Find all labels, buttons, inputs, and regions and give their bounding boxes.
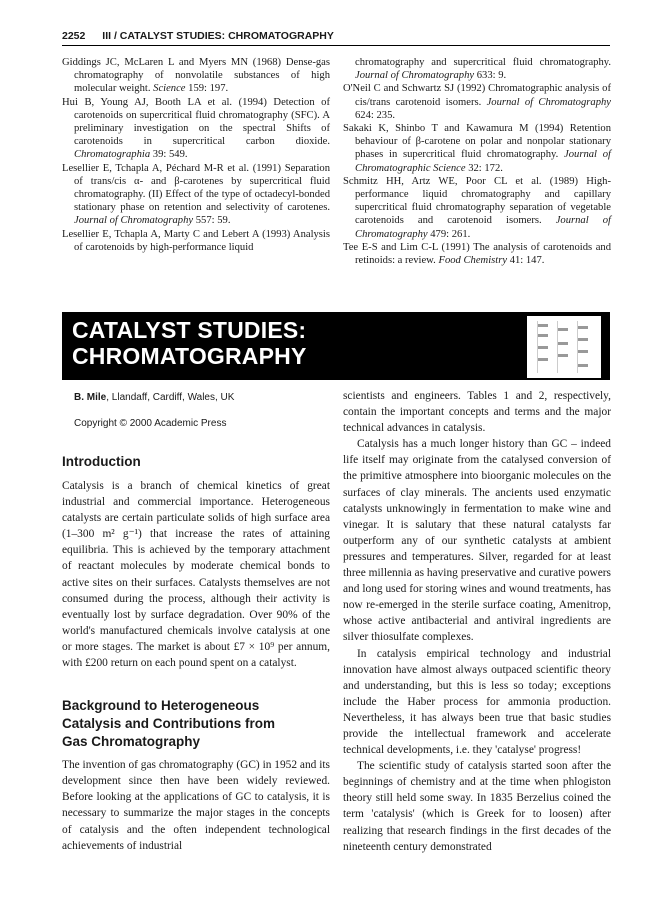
reference-item: chromatography and supercritical fluid chromatography. Journal of Chromatography 633: 9. xyxy=(355,57,611,82)
reference-item: Lesellier E, Tchapla A, Marty C and Lebert A (1993) Analysis of carotenoids by high-performance liquid xyxy=(62,228,330,253)
reference-item: Hui B, Young AJ, Booth LA et al. (1994) Detection of carotenoids on supercritical fluid chromatography (SFC). A preliminary investigation on the spectral Shifts of carotenoids in supercritical carbon dioxide. Chromatographia 39: 549. xyxy=(62,96,330,161)
reference-item: Sakaki K, Shinbo T and Kawamura M (1994) Retention behaviour of β-carotene on polar and nonpolar stationary phases in supercritical fluid chromatography. Journal of Chromatographic Science 32: 172. xyxy=(343,123,611,174)
body-left-column xyxy=(62,388,330,854)
body-paragraph: Catalysis has a much longer history than GC – indeed life itself may originate from the catalysed conversion of the primitive atmosphere into bioorganic molecules on the surfaces of clay minerals. The ancients used enzymatic catalysts unknowingly in fermentation to make wine and vinegar. It is salutary that these natural catalysts far outperform any of our synthetic catalysts at ambient pressures and temperatures. Silver, regarded for at least three millennia as having preservative and curative powers and long used for storing wines and wound treatments, has now re-emerged in the sterile surface coating, Amenitrop, whose active antibacterial and antiviral ingredients are silver thiosulfate complexes. xyxy=(343,438,611,644)
chromatography-plate-icon xyxy=(526,315,602,379)
reference-item: O'Neil C and Schwartz SJ (1992) Chromatographic analysis of cis/trans carotenoid isomers. Journal of Chromatography 624: 235. xyxy=(343,83,611,121)
author-line xyxy=(62,391,330,405)
references-left-column xyxy=(62,56,330,254)
body-paragraph: The scientific study of catalysis started soon after the beginnings of chemistry and at the time when phlogiston theory still held some sway. In 1835 Berzelius coined the term 'catalysis' (which is Greek for to loosen) after realizing that research findings in the first decades of the nineteenth century demonstrated xyxy=(343,760,611,853)
author-affiliation: , Llandaff, Cardiff, Wales, UK xyxy=(106,392,235,403)
article-title: CATALYST STUDIES: CHROMATOGRAPHY xyxy=(72,317,307,369)
copyright-line: Copyright © 2000 Academic Press xyxy=(74,418,227,429)
section-heading-introduction: Introduction xyxy=(62,454,141,469)
reference-item: Lesellier E, Tchapla A, Péchard M-R et al. (1991) Separation of trans/cis α- and β-carotenes by supercritical fluid chromatography. (II) Effect of the type of octadecyl-bonded stationary phase on retention and selectivity of carotenes. Journal of Chromatography 557: 59. xyxy=(62,162,330,227)
header-rule xyxy=(62,45,610,46)
reference-item: Giddings JC, McLaren L and Myers MN (1968) Dense-gas chromatography of nonvolatile substances of high molecular weight. Science 159: 197. xyxy=(62,57,330,95)
author-name: B. Mile xyxy=(74,392,107,403)
running-header xyxy=(62,30,610,44)
section-heading-background: Background to Heterogeneous Catalysis and Contributions from Gas Chromatography xyxy=(62,698,276,750)
body-right-column xyxy=(343,388,611,855)
intro-paragraph: Catalysis is a branch of chemical kinetics of great industrial and commercial importance. Heterogeneous catalysts are certain particulate solids of high surface area (1–300 m² g⁻¹) that increase the rates of attaining equilibria. This is achieved by the temporary attachment of reactant molecules by moderate chemical bonds to active sites on their surfaces. Catalysts themselves are not consumed during the process, although their activity is eventually lost by surface degradation. Over 90% of the world's manufactured chemicals involve catalysis at one or more stages. The market is about £7 × 10⁹ per annum, with £200 return on each pound spent on a catalyst. xyxy=(62,480,330,670)
running-title: III / CATALYST STUDIES: CHROMATOGRAPHY xyxy=(102,30,334,42)
background-paragraph: The invention of gas chromatography (GC) in 1952 and its development since then have been widely reviewed. Before looking at the applications of GC to catalysis, it is necessary to summarize the major stages in the concepts of catalysis and the often independent technological achievements of industrial xyxy=(62,759,330,852)
reference-item: Tee E-S and Lim C-L (1991) The analysis of carotenoids and retinoids: a review. Food Chemistry 41: 147. xyxy=(343,241,611,267)
references-right-column xyxy=(343,56,611,267)
body-paragraph: In catalysis empirical technology and industrial innovation have almost always outpaced scientific theory and understanding, but this is less so today; exceptions include the Haber process for ammonia production. Nevertheless, it has always been true that basic studies provide the intellectual framework and accelerate technical developments, i.e. they 'catalyse' progress! xyxy=(343,647,611,757)
page-number: 2252 xyxy=(62,30,86,42)
reference-item: Schmitz HH, Artz WE, Poor CL et al. (1989) High-performance liquid chromatography and capillary supercritical fluid chromatography separation of vegetable carotenoids and carotenoid isomers. Journal of Chromatography 479: 261. xyxy=(343,175,611,240)
article-title-banner xyxy=(62,312,610,380)
body-paragraph: scientists and engineers. Tables 1 and 2, respectively, contain the important concepts and terms and the major technical advances in catalysis. xyxy=(343,390,611,435)
